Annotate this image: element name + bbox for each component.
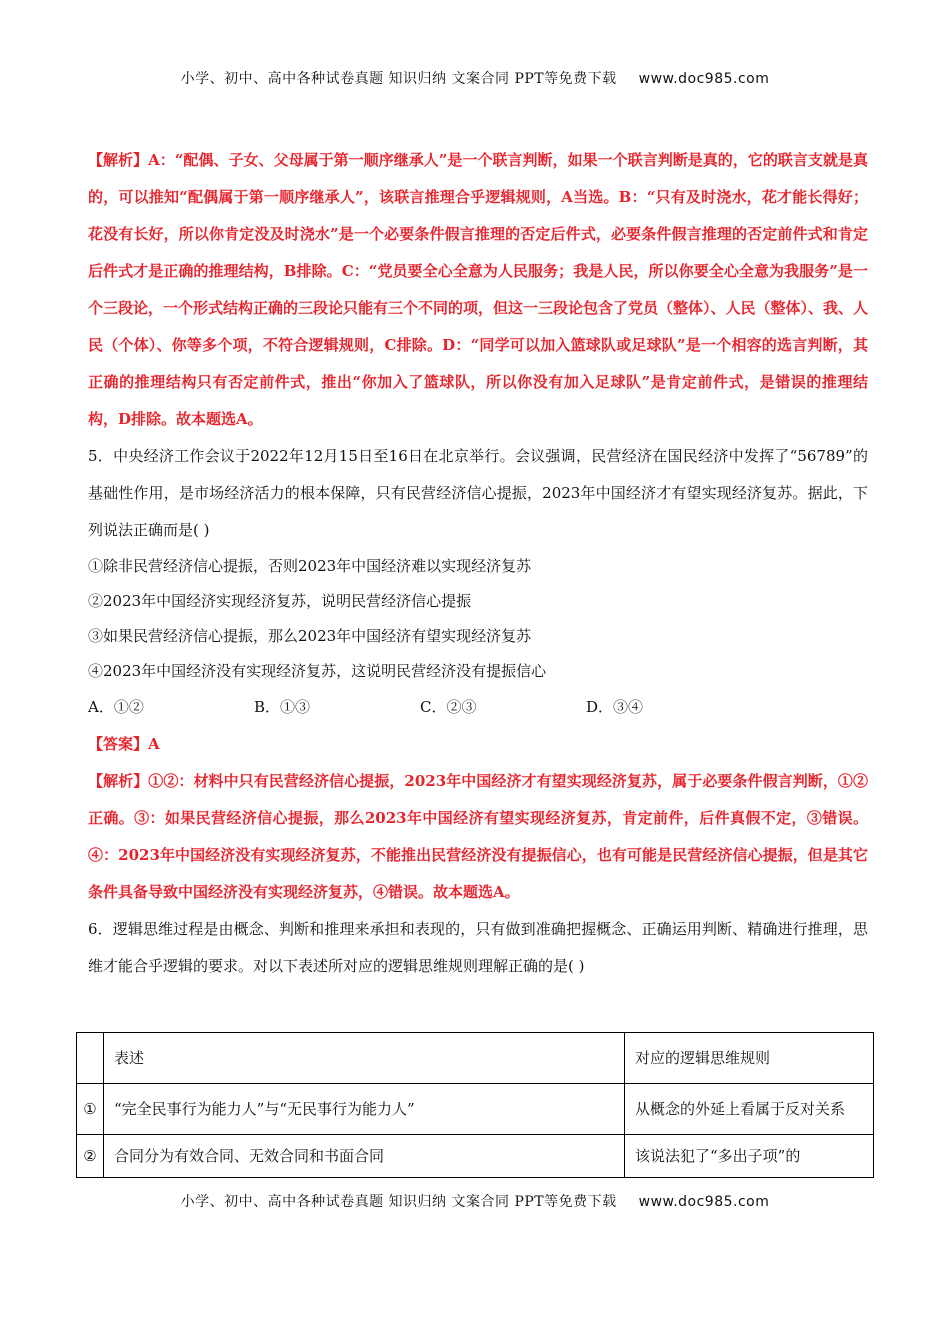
table-header-statement: 表述 — [104, 1033, 625, 1084]
q5-option-2: ②2023年中国经济实现经济复苏，说明民营经济信心提振 — [88, 592, 472, 610]
question-6-stem: 6．逻辑思维过程是由概念、判断和推理来承担和表现的，只有做到准确把握概念、正确运用判断、精确进行推理，思维才能合乎逻辑的要求。对以下表述所对应的逻辑思维规则理解正确的是( ) — [88, 920, 868, 975]
footer-text: 小学、初中、高中各种试卷真题 知识归纳 文案合同 PPT等免费下载 — [180, 1194, 617, 1210]
q5-choices — [88, 689, 868, 726]
page-header — [0, 68, 950, 88]
q5-option-1: ①除非民营经济信心提振，否则2023年中国经济难以实现经济复苏 — [88, 557, 532, 575]
table-row — [77, 1135, 874, 1178]
q5-choice-d: D．③④ — [586, 698, 644, 716]
table-cell-statement: “完全民事行为能力人”与“无民事行为能力人” — [104, 1084, 625, 1135]
q5-analysis-text: ①②：材料中只有民营经济信心提振，2023年中国经济才有望实现经济复苏，属于必要条件假言判断，①②正确。③：如果民营经济信心提振，那么2023年中国经济有望实现经济复苏，肯定前件，后件真假不定，③错误。④：2023年中国经济没有实现经济复苏，不能推出民营经济没有提振信心，也有可能是民营经济信心提振，但是其它条件具备导致中国经济没有实现经济复苏，④错误。故本题选A。 — [88, 772, 868, 901]
table-cell-num: ① — [77, 1084, 104, 1135]
table-cell-statement: 合同分为有效合同、无效合同和书面合同 — [104, 1135, 625, 1178]
analysis-q4-tag: 【解析】 — [88, 151, 149, 169]
header-text: 小学、初中、高中各种试卷真题 知识归纳 文案合同 PPT等免费下载 — [180, 71, 617, 87]
analysis-q4-text: A：“配偶、子女、父母属于第一顺序继承人”是一个联言判断，如果一个联言判断是真的，它的联言支就是真的，可以推知“配偶属于第一顺序继承人”，该联言推理合乎逻辑规则，A当选。B：“只有及时浇水，花才能长得好；花没有长好，所以你肯定没及时浇水”是一个必要条件假言推理的否定后件式，必要条件假言推理的否定前件式和肯定后件式才是正确的推理结构，B排除。C：“党员要全心全意为人民服务；我是人民，所以你要全心全意为我服务”是一个三段论，一个形式结构正确的三段论只能有三个不同的项，但这一三段论包含了党员（整体）、人民（整体）、我、人民（个体）、你等多个项，不符合逻辑规则，C排除。D：“同学可以加入篮球队或足球队”是一个相容的选言判断，其正确的推理结构只有否定前件式，推出“你加入了篮球队，所以你没有加入足球队”是肯定前件式，是错误的推理结构，D排除。故本题选A。 — [88, 151, 869, 428]
table-header-num — [77, 1033, 104, 1084]
q5-analysis — [88, 763, 868, 911]
analysis-q4 — [88, 142, 868, 438]
q5-analysis-tag: 【解析】 — [88, 772, 149, 790]
table-header-rule: 对应的逻辑思维规则 — [625, 1033, 874, 1084]
header-url[interactable]: www.doc985.com — [638, 71, 770, 87]
q5-answer-value: A — [148, 735, 160, 753]
q5-option-3: ③如果民营经济信心提振，那么2023年中国经济有望实现经济复苏 — [88, 627, 532, 645]
table-row — [77, 1084, 874, 1135]
page-content — [88, 142, 868, 985]
q6-rules-table — [76, 1032, 874, 1178]
table-cell-rule: 该说法犯了“多出子项”的 — [625, 1135, 874, 1178]
question-5-stem: 5．中央经济工作会议于2022年12月15日至16日在北京举行。会议强调，民营经济在国民经济中发挥了“56789”的基础性作用，是市场经济活力的根本保障，只有民营经济信心提振，2023年中国经济才有望实现经济复苏。据此，下列说法正确而是( ) — [88, 447, 868, 539]
table-cell-rule: 从概念的外延上看属于反对关系 — [625, 1084, 874, 1135]
q5-option-4: ④2023年中国经济没有实现经济复苏，这说明民营经济没有提振信心 — [88, 662, 547, 680]
page-footer — [0, 1191, 950, 1211]
q5-answer-tag: 【答案】 — [88, 735, 149, 753]
q5-choice-c: C．②③ — [420, 698, 477, 716]
q5-choice-b: B．①③ — [254, 698, 311, 716]
table-cell-num: ② — [77, 1135, 104, 1178]
q5-answer — [88, 726, 868, 763]
q5-choice-a: A．①② — [88, 698, 144, 716]
table-header-row — [77, 1033, 874, 1084]
footer-url[interactable]: www.doc985.com — [638, 1194, 770, 1210]
